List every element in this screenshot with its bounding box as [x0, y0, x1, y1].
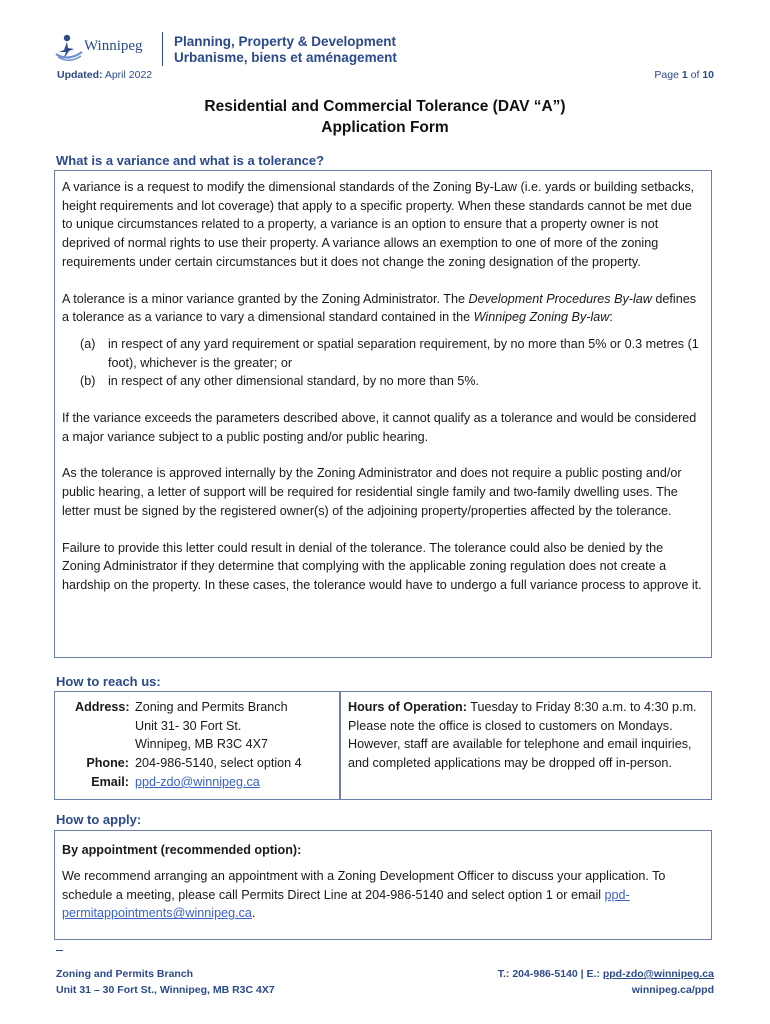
address-line-2: Unit 31- 30 Fort St. — [135, 718, 242, 733]
footer-contact — [498, 968, 714, 980]
list-item — [80, 372, 703, 391]
winnipeg-logo — [54, 30, 166, 66]
contact-box — [54, 691, 712, 800]
department-name-fr: Urbanisme, biens et aménagement — [174, 50, 397, 65]
page-number — [654, 69, 714, 81]
variance-heading: What is a variance and what is a tolerance? — [56, 153, 325, 168]
para2-text-e: : — [609, 310, 613, 325]
variance-paragraph-1: A variance is a request to modify the dimensional standards of the Zoning By-Law (i.e. yards or building setbacks, height requirements and lot coverage) that apply to a specific property. When these standards cannot be met due to unique circumstances related to a property, a variance is an option to ensure that a property owner is not deprived of normal rights to use their property. A variance allows an exemption to one of more of the zoning requirements under certain circumstances but it does not change the zoning designation of the property. — [62, 180, 695, 269]
email-link[interactable]: ppd-zdo@winnipeg.ca — [135, 774, 260, 789]
footer-dash — [56, 950, 63, 951]
para2-bylaw-2: Winnipeg Zoning By-law — [473, 310, 610, 325]
variance-box — [54, 170, 712, 658]
address-label: Address: — [75, 700, 130, 714]
list-text: in respect of any other dimensional standard, by no more than 5%. — [108, 374, 480, 389]
list-item — [80, 335, 703, 372]
list-marker: (a) — [80, 336, 96, 351]
header-divider — [162, 32, 163, 66]
apply-box — [54, 830, 712, 940]
variance-paragraph-2 — [62, 290, 703, 327]
apply-text: We recommend arranging an appointment with a Zoning Development Officer to discuss your application. To schedule a meeting, please call Permits Direct Line at 204-986-5140 and select option 1 or email — [62, 869, 666, 902]
para2-text-a: A tolerance is a minor variance granted by the Zoning Administrator. The — [62, 291, 469, 306]
apply-heading: How to apply: — [56, 812, 142, 827]
page-of: of — [690, 69, 700, 81]
list-marker: (b) — [80, 374, 96, 389]
appointment-email-link-part1[interactable]: ppd- — [604, 887, 630, 902]
page-header — [54, 30, 734, 70]
appointment-email-link-part2[interactable]: permitappointments@winnipeg.ca — [62, 906, 252, 921]
form-title: Residential and Commercial Tolerance (DAV “A”) — [204, 98, 566, 115]
page-label: Page — [654, 69, 679, 81]
phone-value: 204-986-5140, select option 4 — [135, 756, 302, 771]
updated-value: April 2022 — [104, 69, 153, 81]
email-label: Email: — [91, 774, 129, 789]
page-current: 1 — [681, 69, 688, 81]
variance-paragraph-3: If the variance exceeds the parameters described above, it cannot qualify as a tolerance and would be considered a major variance subject to a public posting and/or public hearing. — [62, 411, 697, 444]
column-divider — [339, 692, 341, 799]
footer-website[interactable]: winnipeg.ca/ppd — [631, 984, 714, 996]
hours-block — [348, 698, 703, 773]
variance-paragraph-4: As the tolerance is approved internally by the Zoning Administrator and does not require a public posting and/or public hearing, a letter of support will be required for residential single family and two-family dwelling uses. The letter must be signed by the registered owner(s) of the adjoining property/properties affected by the tolerance. — [62, 466, 682, 518]
apply-text-end: . — [251, 906, 256, 921]
address-line-1: Zoning and Permits Branch — [135, 700, 288, 714]
form-subtitle: Application Form — [321, 119, 449, 136]
updated-date — [57, 69, 152, 81]
para2-bylaw-1: Development Procedures By-law — [468, 291, 652, 306]
contact-heading: How to reach us: — [56, 674, 161, 689]
footer-branch: Zoning and Permits Branch — [56, 968, 194, 980]
tolerance-criteria-list — [80, 335, 703, 391]
updated-label: Updated: — [57, 69, 103, 81]
footer-phone: T.: 204-986-5140 | E.: — [497, 968, 603, 980]
address-block — [75, 698, 302, 792]
hours-text: Tuesday to Friday 8:30 a.m. to 4:30 p.m. Please note the office is closed to customers on Mondays. However, staff are available for telephone and email inquiries, and completed applications may be dropped off in-person. — [348, 700, 697, 771]
department-name-en: Planning, Property & Development — [174, 34, 397, 49]
phone-label: Phone: — [86, 756, 129, 771]
logo-wordmark: Winnipeg — [84, 38, 143, 54]
address-line-3: Winnipeg, MB R3C 4X7 — [135, 737, 268, 752]
footer-address: Unit 31 – 30 Fort St., Winnipeg, MB R3C 4X7 — [56, 984, 275, 996]
apply-paragraph — [62, 867, 703, 923]
winnipeg-logo-icon — [54, 32, 84, 64]
variance-paragraph-5: Failure to provide this letter could result in denial of the tolerance. The tolerance could also be denied by the Zoning Administrator if they determine that complying with the applicable zoning regulation does not create a hardship on the property. In these cases, the tolerance would have to undergo a full variance process to approve it. — [62, 540, 702, 592]
hours-label: Hours of Operation: — [348, 700, 467, 714]
page-total: 10 — [702, 69, 714, 81]
para2-text-c: defines a tolerance as a variance to vary a dimensional standard contained in the — [62, 291, 696, 325]
list-text: in respect of any yard requirement or spatial separation requirement, by no more than 5% or 0.3 metres (1 foot), whichever is the greater; or — [108, 336, 699, 370]
apply-subheading: By appointment (recommended option): — [62, 843, 302, 857]
footer-email-link[interactable]: ppd-zdo@winnipeg.ca — [602, 968, 714, 980]
